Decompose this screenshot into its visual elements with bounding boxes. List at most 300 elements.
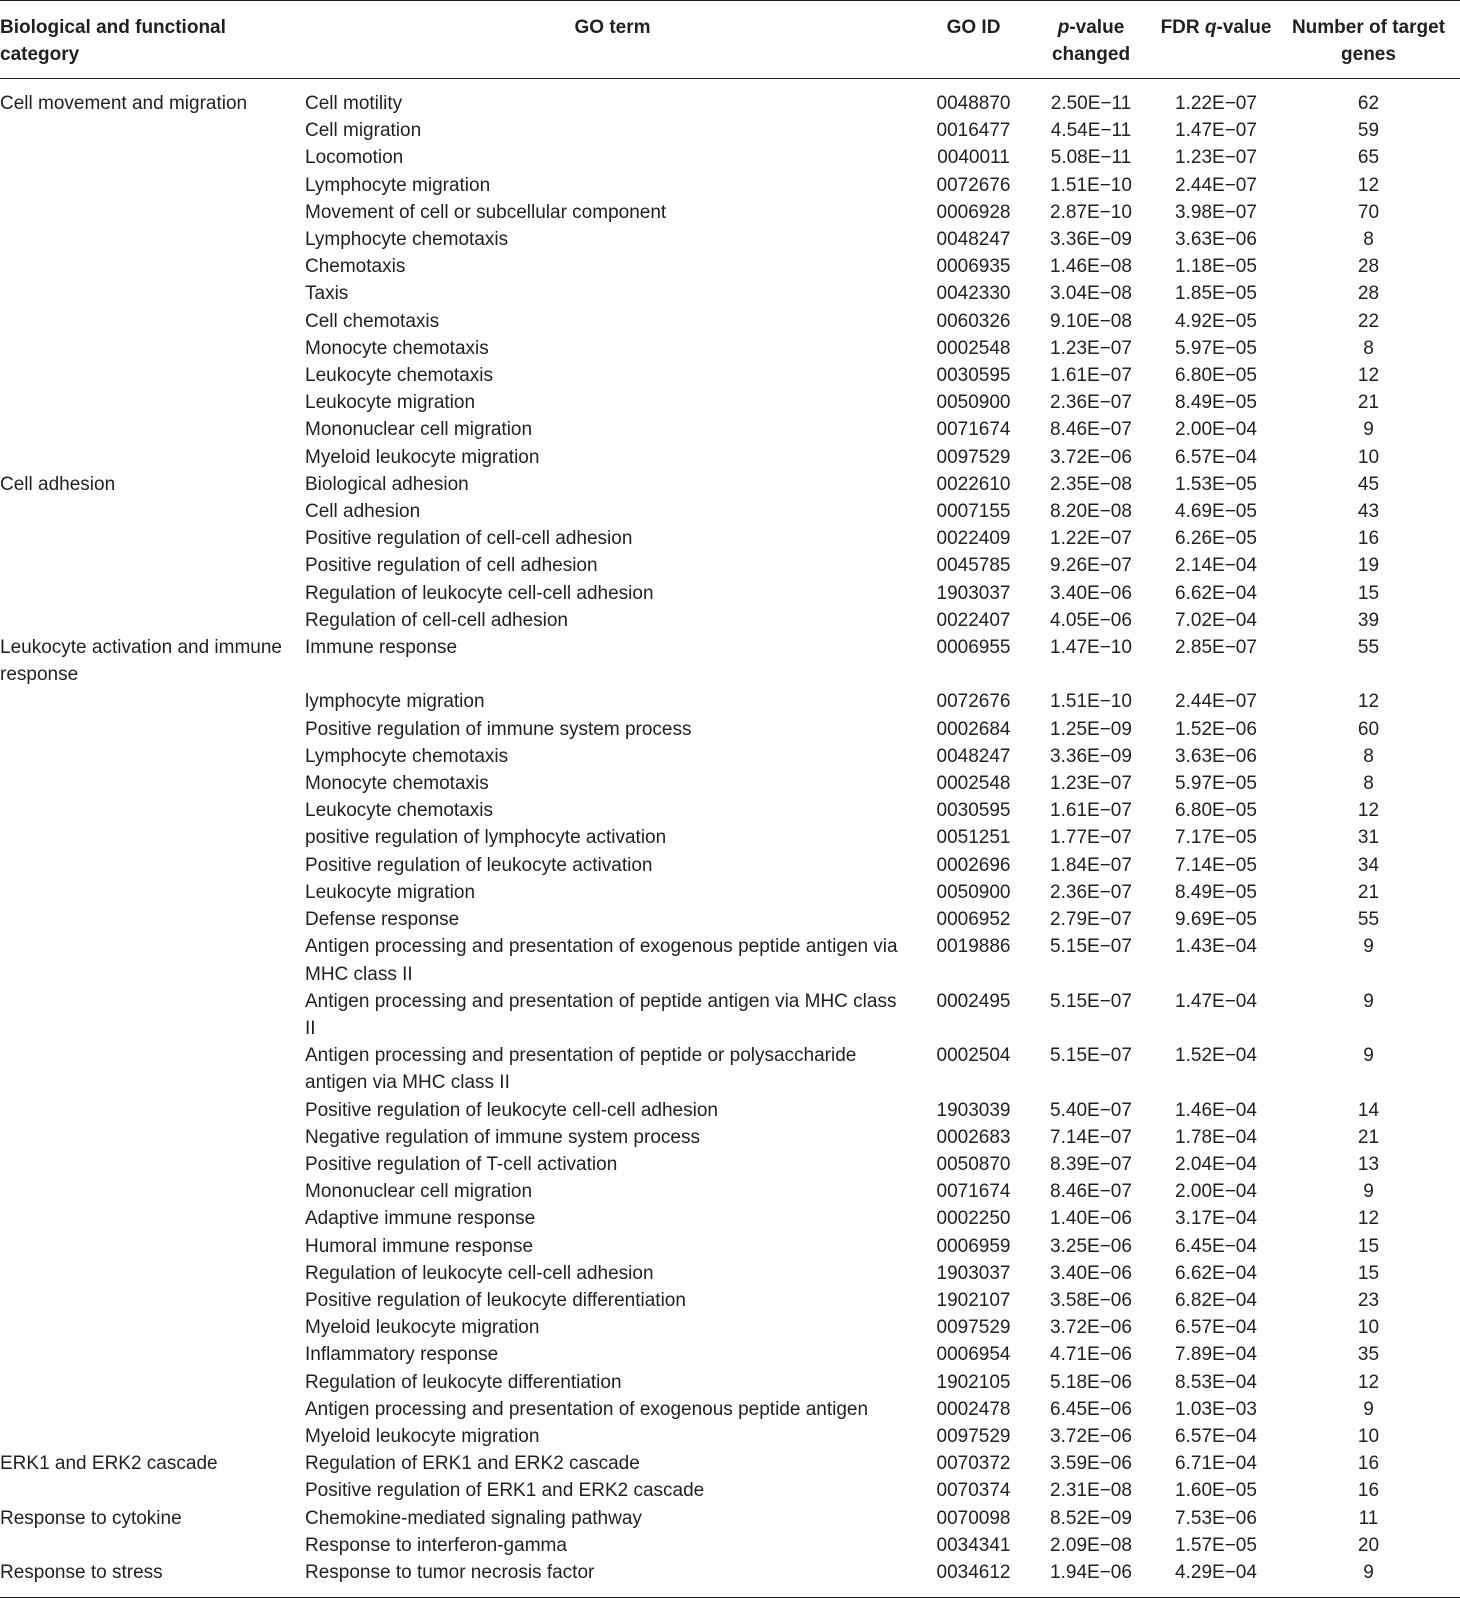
go-term-cell: Positive regulation of ERK1 and ERK2 cascade bbox=[305, 1480, 705, 1502]
go-id-cell: 0050900 bbox=[936, 881, 1011, 903]
table-row bbox=[0, 226, 1460, 253]
target-genes-cell: 22 bbox=[1357, 310, 1380, 332]
category-cell bbox=[0, 1423, 305, 1450]
category-cell bbox=[0, 444, 305, 471]
table-row bbox=[0, 716, 1460, 743]
table-row bbox=[0, 1233, 1460, 1260]
go-id-cell: 0048247 bbox=[936, 745, 1011, 767]
target-genes-cell: 9 bbox=[1363, 936, 1374, 958]
go-term-cell: Biological adhesion bbox=[305, 473, 469, 495]
table-row bbox=[0, 389, 1460, 416]
go-term-cell: Monocyte chemotaxis bbox=[305, 773, 489, 795]
fdr-q-value-cell: 2.00E−04 bbox=[1175, 1181, 1257, 1203]
go-term-cell: Cell adhesion bbox=[305, 501, 421, 523]
p-value-cell: 8.46E−07 bbox=[1050, 419, 1132, 441]
target-genes-cell: 13 bbox=[1357, 1153, 1380, 1175]
fdr-q-value-cell: 8.49E−05 bbox=[1175, 392, 1257, 414]
header-p-italic: p bbox=[1057, 17, 1070, 38]
p-value-cell: 2.50E−11 bbox=[1050, 93, 1132, 114]
target-genes-cell: 34 bbox=[1357, 854, 1380, 876]
go-id-cell: 0048247 bbox=[936, 229, 1011, 251]
target-genes-cell: 45 bbox=[1357, 473, 1380, 495]
fdr-q-value-cell: 1.43E−04 bbox=[1175, 936, 1257, 958]
fdr-q-value-cell: 8.53E−04 bbox=[1175, 1371, 1257, 1393]
category-cell: ERK1 and ERK2 cascade bbox=[0, 1453, 218, 1475]
fdr-q-value-cell: 1.46E−04 bbox=[1175, 1099, 1257, 1121]
fdr-q-value-cell: 5.97E−05 bbox=[1175, 773, 1257, 795]
go-term-cell: Antigen processing and presentation of peptide antigen via MHC class II bbox=[305, 990, 897, 1039]
target-genes-cell: 21 bbox=[1357, 1126, 1380, 1148]
fdr-q-value-cell: 3.63E−06 bbox=[1175, 745, 1257, 767]
category-cell bbox=[0, 1287, 305, 1314]
go-id-cell: 1902105 bbox=[936, 1371, 1011, 1393]
fdr-q-value-cell: 7.14E−05 bbox=[1175, 854, 1257, 876]
go-id-cell: 0071674 bbox=[936, 419, 1011, 441]
table-row bbox=[0, 1477, 1460, 1504]
header-go-term: GO term bbox=[305, 1, 920, 79]
p-value-cell: 1.51E−10 bbox=[1050, 174, 1132, 196]
table-row bbox=[0, 1097, 1460, 1124]
go-term-cell: Response to tumor necrosis factor bbox=[305, 1559, 920, 1598]
table-row bbox=[0, 1124, 1460, 1151]
go-term-cell: Positive regulation of T-cell activation bbox=[305, 1153, 618, 1175]
go-id-cell: 0002696 bbox=[936, 854, 1011, 876]
target-genes-cell: 12 bbox=[1357, 365, 1380, 387]
category-cell bbox=[0, 770, 305, 797]
header-category: Biological and functional category bbox=[0, 1, 305, 79]
p-value-cell: 1.40E−06 bbox=[1050, 1208, 1132, 1230]
category-cell bbox=[0, 362, 305, 389]
go-id-cell: 1902107 bbox=[936, 1289, 1011, 1311]
table-row bbox=[0, 79, 1460, 118]
go-id-cell: 0070372 bbox=[936, 1453, 1011, 1475]
table-row bbox=[0, 1042, 1460, 1096]
table-row bbox=[0, 634, 1460, 688]
target-genes-cell: 12 bbox=[1357, 1208, 1380, 1230]
table-row bbox=[0, 1314, 1460, 1341]
p-value-cell: 9.26E−07 bbox=[1050, 555, 1132, 577]
p-value-cell: 1.51E−10 bbox=[1050, 691, 1132, 713]
header-p-rest: -value changed bbox=[1051, 17, 1131, 65]
p-value-cell: 1.22E−07 bbox=[1050, 528, 1132, 550]
table-body bbox=[0, 79, 1460, 1598]
fdr-q-value-cell: 7.02E−04 bbox=[1175, 609, 1257, 631]
go-id-cell: 0072676 bbox=[936, 691, 1011, 713]
category-cell bbox=[0, 852, 305, 879]
category-cell bbox=[0, 335, 305, 362]
go-id-cell: 1903037 bbox=[936, 1262, 1011, 1284]
table-row bbox=[0, 1559, 1460, 1598]
fdr-q-value-cell: 5.97E−05 bbox=[1175, 337, 1257, 359]
p-value-cell: 6.45E−06 bbox=[1050, 1398, 1132, 1420]
go-id-cell: 0002548 bbox=[936, 773, 1011, 795]
fdr-q-value-cell: 6.45E−04 bbox=[1175, 1235, 1257, 1257]
target-genes-cell: 59 bbox=[1357, 120, 1380, 142]
go-id-cell: 0022610 bbox=[936, 473, 1011, 495]
p-value-cell: 5.15E−07 bbox=[1050, 1045, 1132, 1067]
target-genes-cell: 10 bbox=[1357, 1317, 1380, 1339]
go-term-cell: Positive regulation of immune system process bbox=[305, 718, 692, 740]
go-term-cell: Positive regulation of cell-cell adhesion bbox=[305, 528, 633, 550]
target-genes-cell: 55 bbox=[1357, 637, 1380, 659]
go-term-cell: Leukocyte migration bbox=[305, 881, 476, 903]
go-id-cell: 0050870 bbox=[936, 1153, 1011, 1175]
header-fdr bbox=[1155, 1, 1277, 79]
p-value-cell: 3.59E−06 bbox=[1050, 1453, 1132, 1475]
category-cell bbox=[0, 308, 305, 335]
category-cell bbox=[0, 1178, 305, 1205]
table-row bbox=[0, 1205, 1460, 1232]
fdr-q-value-cell: 6.26E−05 bbox=[1175, 528, 1257, 550]
fdr-q-value-cell: 6.57E−04 bbox=[1175, 1425, 1257, 1447]
target-genes-cell: 15 bbox=[1357, 1235, 1380, 1257]
target-genes-cell: 15 bbox=[1357, 582, 1380, 604]
category-cell bbox=[0, 172, 305, 199]
p-value-cell: 1.94E−06 bbox=[1027, 1559, 1155, 1598]
fdr-q-value-cell: 1.78E−04 bbox=[1175, 1126, 1257, 1148]
target-genes-cell: 28 bbox=[1357, 283, 1380, 305]
p-value-cell: 5.08E−11 bbox=[1050, 147, 1132, 169]
target-genes-cell: 9 bbox=[1363, 1181, 1374, 1203]
table-row bbox=[0, 1505, 1460, 1532]
go-term-cell: Antigen processing and presentation of exogenous peptide antigen bbox=[305, 1398, 869, 1420]
go-term-cell: Lymphocyte migration bbox=[305, 174, 491, 196]
go-id-cell: 0006955 bbox=[936, 637, 1011, 659]
go-id-cell: 0097529 bbox=[936, 1317, 1011, 1339]
fdr-q-value-cell: 2.14E−04 bbox=[1175, 555, 1257, 577]
category-cell bbox=[0, 1369, 305, 1396]
target-genes-cell: 70 bbox=[1357, 201, 1380, 223]
category-cell bbox=[0, 199, 305, 226]
go-term-cell: Adaptive immune response bbox=[305, 1208, 536, 1230]
target-genes-cell: 8 bbox=[1363, 337, 1374, 359]
target-genes-cell: 19 bbox=[1357, 555, 1380, 577]
target-genes-cell: 16 bbox=[1357, 1480, 1380, 1502]
fdr-q-value-cell: 1.60E−05 bbox=[1175, 1480, 1257, 1502]
p-value-cell: 3.36E−09 bbox=[1050, 229, 1132, 251]
category-cell bbox=[0, 1314, 305, 1341]
p-value-cell: 3.36E−09 bbox=[1050, 745, 1132, 767]
p-value-cell: 3.40E−06 bbox=[1050, 582, 1132, 604]
go-term-cell: Regulation of ERK1 and ERK2 cascade bbox=[305, 1453, 640, 1475]
p-value-cell: 1.46E−08 bbox=[1050, 256, 1132, 278]
table-row bbox=[0, 1341, 1460, 1368]
fdr-q-value-cell: 6.80E−05 bbox=[1175, 365, 1257, 387]
fdr-q-value-cell: 2.44E−07 bbox=[1175, 174, 1257, 196]
p-value-cell: 2.87E−10 bbox=[1050, 201, 1132, 223]
go-id-cell: 0050900 bbox=[936, 392, 1011, 414]
go-term-cell: Movement of cell or subcellular component bbox=[305, 201, 667, 223]
go-id-cell: 0002504 bbox=[936, 1045, 1011, 1067]
go-term-cell: Lymphocyte chemotaxis bbox=[305, 745, 509, 767]
table-row bbox=[0, 552, 1460, 579]
go-term-cell: Monocyte chemotaxis bbox=[305, 337, 489, 359]
fdr-q-value-cell: 6.80E−05 bbox=[1175, 800, 1257, 822]
fdr-q-value-cell: 6.82E−04 bbox=[1175, 1289, 1257, 1311]
p-value-cell: 1.61E−07 bbox=[1050, 800, 1132, 822]
table-row bbox=[0, 1369, 1460, 1396]
fdr-q-value-cell: 3.17E−04 bbox=[1175, 1208, 1257, 1230]
fdr-q-value-cell: 2.85E−07 bbox=[1175, 637, 1257, 659]
fdr-q-value-cell: 6.57E−04 bbox=[1175, 446, 1257, 468]
target-genes-cell: 28 bbox=[1357, 256, 1380, 278]
target-genes-cell: 8 bbox=[1363, 229, 1374, 251]
go-term-cell: Positive regulation of leukocyte cell-cell adhesion bbox=[305, 1099, 718, 1121]
fdr-q-value-cell: 8.49E−05 bbox=[1175, 881, 1257, 903]
go-term-cell: Taxis bbox=[305, 283, 349, 305]
go-id-cell: 0034341 bbox=[936, 1534, 1011, 1556]
p-value-cell: 4.05E−06 bbox=[1050, 609, 1132, 631]
category-cell bbox=[0, 1151, 305, 1178]
go-term-cell: Myeloid leukocyte migration bbox=[305, 1317, 540, 1339]
go-id-cell: 0006928 bbox=[936, 201, 1011, 223]
target-genes-cell: 12 bbox=[1357, 1371, 1380, 1393]
table-row bbox=[0, 199, 1460, 226]
go-term-cell: Negative regulation of immune system process bbox=[305, 1126, 700, 1148]
target-genes-cell: 55 bbox=[1357, 909, 1380, 931]
fdr-q-value-cell: 6.57E−04 bbox=[1175, 1317, 1257, 1339]
go-id-cell: 0019886 bbox=[936, 936, 1011, 958]
category-cell bbox=[0, 1341, 305, 1368]
p-value-cell: 3.72E−06 bbox=[1050, 1317, 1132, 1339]
category-cell bbox=[0, 416, 305, 443]
go-id-cell: 0070098 bbox=[936, 1507, 1011, 1529]
go-term-cell: Cell chemotaxis bbox=[305, 310, 440, 332]
go-term-cell: Positive regulation of cell adhesion bbox=[305, 555, 598, 577]
fdr-q-value-cell: 9.69E−05 bbox=[1175, 909, 1257, 931]
table-row bbox=[0, 797, 1460, 824]
fdr-q-value-cell: 3.98E−07 bbox=[1175, 201, 1257, 223]
p-value-cell: 8.52E−09 bbox=[1050, 1507, 1132, 1529]
table-row bbox=[0, 607, 1460, 634]
category-cell: Response to cytokine bbox=[0, 1507, 182, 1529]
fdr-q-value-cell: 7.17E−05 bbox=[1175, 827, 1257, 849]
go-term-cell: Myeloid leukocyte migration bbox=[305, 1425, 540, 1447]
p-value-cell: 2.36E−07 bbox=[1050, 881, 1132, 903]
p-value-cell: 5.18E−06 bbox=[1050, 1371, 1132, 1393]
target-genes-cell: 9 bbox=[1363, 419, 1374, 441]
fdr-q-value-cell: 1.53E−05 bbox=[1175, 473, 1257, 495]
go-term-cell: Leukocyte migration bbox=[305, 392, 476, 414]
table-row bbox=[0, 580, 1460, 607]
p-value-cell: 8.39E−07 bbox=[1050, 1153, 1132, 1175]
category-cell bbox=[0, 144, 305, 171]
go-term-cell: Immune response bbox=[305, 637, 458, 659]
go-term-cell: Cell motility bbox=[305, 93, 403, 114]
go-term-cell: Positive regulation of leukocyte differentiation bbox=[305, 1289, 686, 1311]
go-id-cell: 0040011 bbox=[937, 147, 1010, 169]
fdr-q-value-cell: 1.18E−05 bbox=[1175, 256, 1257, 278]
table-row bbox=[0, 988, 1460, 1042]
table-row bbox=[0, 444, 1460, 471]
go-id-cell: 0072676 bbox=[936, 174, 1011, 196]
p-value-cell: 3.72E−06 bbox=[1050, 446, 1132, 468]
target-genes-cell: 9 bbox=[1363, 1398, 1374, 1420]
p-value-cell: 4.54E−11 bbox=[1050, 120, 1132, 142]
table-row bbox=[0, 1260, 1460, 1287]
p-value-cell: 2.35E−08 bbox=[1050, 473, 1132, 495]
table-row bbox=[0, 743, 1460, 770]
go-id-cell: 1903039 bbox=[936, 1099, 1011, 1121]
category-cell bbox=[0, 280, 305, 307]
target-genes-cell: 10 bbox=[1357, 446, 1380, 468]
go-term-cell: Inflammatory response bbox=[305, 1344, 499, 1366]
category-cell bbox=[0, 1477, 305, 1504]
table-row bbox=[0, 688, 1460, 715]
go-id-cell: 0034612 bbox=[920, 1559, 1027, 1598]
table-row bbox=[0, 525, 1460, 552]
category-cell bbox=[0, 1042, 305, 1096]
go-term-cell: Humoral immune response bbox=[305, 1235, 534, 1257]
category-cell bbox=[0, 688, 305, 715]
go-term-cell: Regulation of cell-cell adhesion bbox=[305, 609, 568, 631]
p-value-cell: 3.04E−08 bbox=[1050, 283, 1132, 305]
target-genes-cell: 11 bbox=[1358, 1507, 1379, 1529]
target-genes-cell: 20 bbox=[1357, 1534, 1380, 1556]
p-value-cell: 3.25E−06 bbox=[1050, 1235, 1132, 1257]
category-cell: Response to stress bbox=[0, 1559, 305, 1598]
fdr-q-value-cell: 7.53E−06 bbox=[1175, 1507, 1257, 1529]
category-cell bbox=[0, 525, 305, 552]
go-id-cell: 1903037 bbox=[936, 582, 1011, 604]
fdr-q-value-cell: 6.62E−04 bbox=[1175, 582, 1257, 604]
target-genes-cell: 12 bbox=[1357, 174, 1380, 196]
target-genes-cell: 62 bbox=[1357, 93, 1380, 114]
p-value-cell: 2.36E−07 bbox=[1050, 392, 1132, 414]
fdr-q-value-cell: 1.47E−04 bbox=[1175, 990, 1257, 1012]
table-row bbox=[0, 362, 1460, 389]
fdr-q-value-cell: 1.22E−07 bbox=[1175, 93, 1257, 114]
target-genes-cell: 15 bbox=[1357, 1262, 1380, 1284]
target-genes-cell: 60 bbox=[1357, 718, 1380, 740]
go-term-cell: Regulation of leukocyte cell-cell adhesion bbox=[305, 1262, 654, 1284]
go-id-cell: 0030595 bbox=[936, 800, 1011, 822]
fdr-q-value-cell: 6.62E−04 bbox=[1175, 1262, 1257, 1284]
target-genes-cell: 16 bbox=[1357, 528, 1380, 550]
fdr-q-value-cell: 4.92E−05 bbox=[1175, 310, 1257, 332]
p-value-cell: 8.46E−07 bbox=[1050, 1181, 1132, 1203]
p-value-cell: 5.40E−07 bbox=[1050, 1099, 1132, 1121]
go-id-cell: 0022409 bbox=[936, 528, 1011, 550]
p-value-cell: 1.84E−07 bbox=[1050, 854, 1132, 876]
table-row bbox=[0, 117, 1460, 144]
category-cell bbox=[0, 253, 305, 280]
table-row bbox=[0, 1396, 1460, 1423]
target-genes-cell: 14 bbox=[1357, 1099, 1380, 1121]
p-value-cell: 1.25E−09 bbox=[1050, 718, 1132, 740]
category-cell bbox=[0, 580, 305, 607]
category-cell bbox=[0, 1532, 305, 1559]
go-id-cell: 0002478 bbox=[936, 1398, 1011, 1420]
category-cell bbox=[0, 988, 305, 1042]
go-id-cell: 0007155 bbox=[936, 501, 1011, 523]
target-genes-cell: 8 bbox=[1363, 773, 1374, 795]
go-term-cell: lymphocyte migration bbox=[305, 691, 485, 713]
category-cell bbox=[0, 117, 305, 144]
go-id-cell: 0097529 bbox=[936, 446, 1011, 468]
go-id-cell: 0002548 bbox=[936, 337, 1011, 359]
target-genes-cell: 21 bbox=[1357, 392, 1380, 414]
fdr-q-value-cell: 7.89E−04 bbox=[1175, 1344, 1257, 1366]
category-cell bbox=[0, 389, 305, 416]
go-term-cell: Defense response bbox=[305, 909, 460, 931]
go-id-cell: 0030595 bbox=[936, 365, 1011, 387]
go-term-cell: Mononuclear cell migration bbox=[305, 1181, 533, 1203]
go-id-cell: 0006954 bbox=[936, 1344, 1011, 1366]
target-genes-cell: 9 bbox=[1277, 1559, 1460, 1598]
go-id-cell: 0071674 bbox=[936, 1181, 1011, 1203]
p-value-cell: 1.23E−07 bbox=[1050, 773, 1132, 795]
go-id-cell: 0002250 bbox=[936, 1208, 1011, 1230]
go-term-cell: Antigen processing and presentation of peptide or polysaccharide antigen via MHC class II bbox=[305, 1045, 857, 1094]
go-id-cell: 0006959 bbox=[936, 1235, 1011, 1257]
p-value-cell: 1.61E−07 bbox=[1050, 365, 1132, 387]
p-value-cell: 1.23E−07 bbox=[1050, 337, 1132, 359]
table-row bbox=[0, 335, 1460, 362]
target-genes-cell: 65 bbox=[1357, 147, 1380, 169]
go-term-cell: Leukocyte chemotaxis bbox=[305, 365, 493, 387]
header-fdr-rest: -value bbox=[1216, 17, 1272, 38]
table-row bbox=[0, 824, 1460, 851]
p-value-cell: 1.47E−10 bbox=[1050, 637, 1132, 659]
go-term-cell: Regulation of leukocyte cell-cell adhesion bbox=[305, 582, 654, 604]
target-genes-cell: 9 bbox=[1363, 990, 1374, 1012]
target-genes-cell: 39 bbox=[1357, 609, 1380, 631]
category-cell bbox=[0, 933, 305, 987]
go-term-cell: Leukocyte chemotaxis bbox=[305, 800, 493, 822]
go-term-cell: Myeloid leukocyte migration bbox=[305, 446, 540, 468]
target-genes-cell: 10 bbox=[1357, 1425, 1380, 1447]
table-row bbox=[0, 770, 1460, 797]
category-cell bbox=[0, 1205, 305, 1232]
target-genes-cell: 21 bbox=[1357, 881, 1380, 903]
category-cell bbox=[0, 1097, 305, 1124]
category-cell: Leukocyte activation and immune response bbox=[0, 637, 282, 686]
target-genes-cell: 31 bbox=[1357, 827, 1380, 849]
go-id-cell: 0002683 bbox=[936, 1126, 1011, 1148]
fdr-q-value-cell: 1.57E−05 bbox=[1175, 1534, 1257, 1556]
p-value-cell: 7.14E−07 bbox=[1050, 1126, 1132, 1148]
table-row bbox=[0, 172, 1460, 199]
category-cell bbox=[0, 879, 305, 906]
target-genes-cell: 12 bbox=[1357, 800, 1380, 822]
table-row bbox=[0, 1450, 1460, 1477]
header-fdr-italic: q bbox=[1204, 17, 1217, 38]
category-cell bbox=[0, 716, 305, 743]
go-id-cell: 0070374 bbox=[936, 1480, 1011, 1502]
category-cell bbox=[0, 824, 305, 851]
target-genes-cell: 16 bbox=[1357, 1453, 1380, 1475]
p-value-cell: 1.77E−07 bbox=[1050, 827, 1132, 849]
p-value-cell: 4.71E−06 bbox=[1050, 1344, 1132, 1366]
target-genes-cell: 9 bbox=[1363, 1045, 1374, 1067]
go-term-cell: Regulation of leukocyte differentiation bbox=[305, 1371, 622, 1393]
table-row bbox=[0, 1423, 1460, 1450]
header-go-id: GO ID bbox=[920, 1, 1027, 79]
category-cell bbox=[0, 1124, 305, 1151]
table-row bbox=[0, 308, 1460, 335]
fdr-q-value-cell: 4.69E−05 bbox=[1175, 501, 1257, 523]
fdr-q-value-cell: 1.52E−06 bbox=[1175, 718, 1257, 740]
table-row bbox=[0, 416, 1460, 443]
go-id-cell: 0048870 bbox=[936, 93, 1011, 114]
go-id-cell: 0002684 bbox=[936, 718, 1011, 740]
p-value-cell: 2.09E−08 bbox=[1050, 1534, 1132, 1556]
target-genes-cell: 23 bbox=[1357, 1289, 1380, 1311]
fdr-q-value-cell: 1.23E−07 bbox=[1175, 147, 1257, 169]
table-row bbox=[0, 879, 1460, 906]
target-genes-cell: 35 bbox=[1357, 1344, 1380, 1366]
